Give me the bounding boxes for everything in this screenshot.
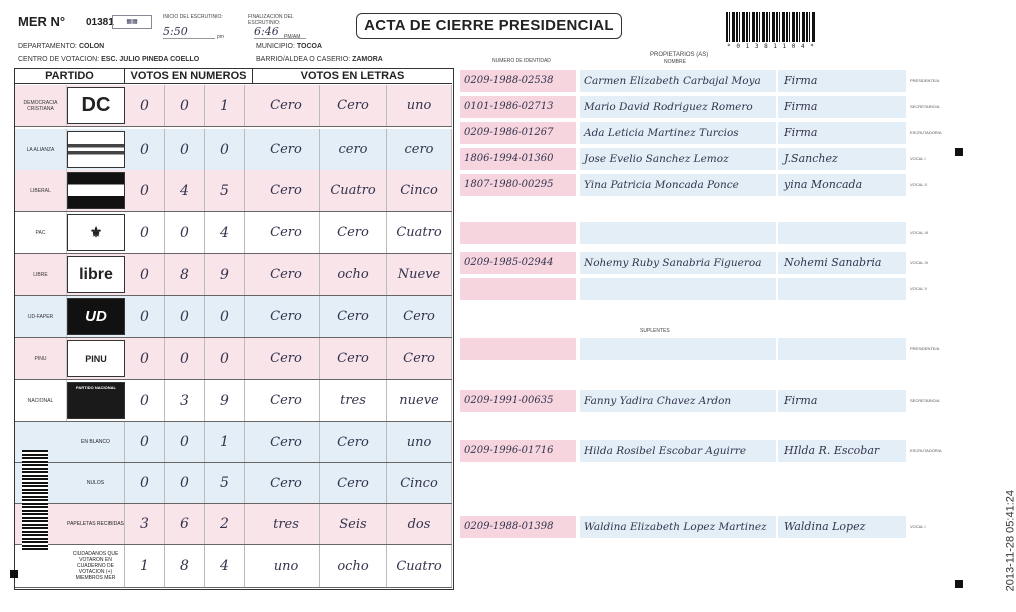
party-name: LIBERAL (15, 170, 67, 211)
vote-word-cell: tres (253, 504, 320, 544)
member-row (460, 440, 906, 462)
vote-word-cell: Cero (253, 170, 320, 211)
vote-number-cell: 0 (125, 463, 165, 503)
member-role: SECRETARIO/A (910, 398, 940, 403)
vote-word-cell: Seis (320, 504, 387, 544)
vote-word-cell: Cero (253, 463, 320, 503)
member-id (460, 338, 576, 360)
member-signature (778, 278, 906, 300)
party-logo (67, 172, 125, 209)
vote-number-cell: 0 (125, 338, 165, 379)
member-id: 0209-1996-01716 (460, 440, 576, 462)
member-name: Ada Leticia Martinez Turcios (580, 122, 776, 144)
party-name: UD-FAPER (15, 296, 67, 337)
party-logo (67, 298, 125, 335)
inicio-label: INICIO DEL ESCRUTINIO: (163, 14, 223, 20)
party-row (15, 380, 452, 422)
member-signature: J.Sanchez (778, 148, 906, 170)
member-row (460, 222, 906, 244)
centro-value: ESC. JULIO PINEDA COELLO (101, 56, 200, 63)
partido-header: PARTIDO (15, 69, 125, 84)
vote-number-cell: 4 (205, 545, 245, 587)
vote-word-cell: nueve (387, 380, 452, 421)
member-id (460, 278, 576, 300)
vote-word-cell: dos (387, 504, 452, 544)
vote-number-cell: 0 (165, 296, 205, 337)
departamento-label: DEPARTAMENTO: (18, 43, 77, 50)
centro-field (18, 56, 199, 63)
vote-number-cell: 0 (165, 422, 205, 462)
identidad-header: NUMERO DE IDENTIDAD (492, 58, 551, 64)
vote-number-cell: 0 (125, 380, 165, 421)
member-name: Carmen Elizabeth Carbajal Moya (580, 70, 776, 92)
member-row (460, 338, 906, 360)
member-name: Nohemy Ruby Sanabria Figueroa (580, 252, 776, 274)
votes-table (14, 68, 454, 590)
member-row (460, 174, 906, 196)
party-logo-text: PINU (85, 353, 107, 364)
municipio-value: TOCOA (296, 43, 322, 50)
member-name: Waldina Elizabeth Lopez Martinez (580, 516, 776, 538)
vote-word-cell: Cinco (387, 170, 452, 211)
member-id: 0101-1986-02713 (460, 96, 576, 118)
party-logo (67, 256, 125, 293)
member-row (460, 390, 906, 412)
vote-word-cell: uno (253, 545, 320, 587)
vote-number-cell: 0 (125, 254, 165, 295)
member-signature: HIlda R. Escobar (778, 440, 906, 462)
vote-number-cell: 2 (205, 504, 245, 544)
barcode-number: * 0 1 3 8 1 1 0 4 * (727, 43, 815, 50)
party-logo (67, 87, 125, 124)
vote-word-cell: ocho (320, 545, 387, 587)
party-logo-text: DC (81, 94, 111, 116)
member-role: VOCAL I (910, 524, 926, 529)
party-name: LIBRE (15, 254, 67, 295)
member-id: 0209-1988-02538 (460, 70, 576, 92)
vote-word-cell: tres (320, 380, 387, 421)
member-name: Hilda Rosibel Escobar Aguirre (580, 440, 776, 462)
member-role: VOCAL IV (910, 260, 929, 265)
member-row (460, 122, 906, 144)
member-role: PRESIDENTE/A (910, 346, 940, 351)
vote-number-cell: 0 (125, 85, 165, 126)
party-name: LA ALIANZA (15, 129, 67, 170)
vote-word-cell: cero (320, 129, 387, 170)
member-row (460, 252, 906, 274)
propietarios-header: PROPIETARIOS (AS) (650, 52, 709, 58)
party-row (15, 85, 452, 127)
vote-word-cell: Cuatro (387, 212, 452, 253)
barrio-value: ZAMORA (352, 56, 383, 63)
member-signature: Firma (778, 390, 906, 412)
member-row (460, 148, 906, 170)
total-row (15, 545, 452, 588)
vote-number-cell: 5 (205, 170, 245, 211)
member-id: 1807-1980-00295 (460, 174, 576, 196)
member-row (460, 278, 906, 300)
vote-number-cell: 0 (205, 296, 245, 337)
party-name: PINU (15, 338, 67, 379)
party-logo: ⚜ (67, 214, 125, 251)
party-logo (67, 382, 125, 419)
member-signature: Waldina Lopez (778, 516, 906, 538)
vote-word-cell: uno (387, 85, 452, 126)
vote-word-cell: cero (387, 129, 452, 170)
nombre-header: NOMBRE (664, 59, 686, 65)
party-row (15, 254, 452, 296)
member-signature: Nohemi Sanabria (778, 252, 906, 274)
party-logo (67, 340, 125, 377)
vote-number-cell: 4 (205, 212, 245, 253)
party-logo-text: PARTIDO NACIONAL (76, 385, 116, 390)
vote-number-cell: 8 (165, 254, 205, 295)
member-signature (778, 338, 906, 360)
vote-number-cell: 0 (165, 85, 205, 126)
vote-number-cell: 3 (165, 380, 205, 421)
vote-number-cell: 0 (205, 129, 245, 170)
vote-number-cell: 9 (205, 380, 245, 421)
registration-mark (955, 580, 963, 588)
party-name: PAC (15, 212, 67, 253)
vote-number-cell: 8 (165, 545, 205, 587)
barrio-field (256, 56, 383, 63)
member-signature: Firma (778, 70, 906, 92)
member-signature: yina Moncada (778, 174, 906, 196)
registration-mark (955, 148, 963, 156)
member-role: VOCAL III (910, 230, 928, 235)
vote-number-cell: 0 (165, 129, 205, 170)
member-name (580, 222, 776, 244)
suplentes-header: SUPLENTES (640, 328, 670, 334)
fin-time: 6:46 (254, 25, 306, 39)
member-signature (778, 222, 906, 244)
vote-word-cell: Cero (387, 338, 452, 379)
member-id: 0209-1988-01398 (460, 516, 576, 538)
member-name: Yina Patricia Moncada Ponce (580, 174, 776, 196)
member-name: Mario David Rodriguez Romero (580, 96, 776, 118)
total-label: NULOS (67, 463, 125, 503)
vote-word-cell: Cero (253, 129, 320, 170)
vote-number-cell: 1 (205, 422, 245, 462)
member-role: VOCAL II (910, 182, 927, 187)
total-label: EN BLANCO (67, 422, 125, 462)
barcode (726, 12, 816, 42)
vote-number-cell: 3 (125, 504, 165, 544)
fin-label: FINALIZACION DEL ESCRUTINIO: (248, 14, 294, 26)
vote-word-cell: Cero (320, 212, 387, 253)
vote-number-cell: 0 (165, 212, 205, 253)
centro-label: CENTRO DE VOTACION: (18, 56, 100, 63)
vote-number-cell: 0 (165, 338, 205, 379)
party-logo (67, 131, 125, 168)
vote-word-cell: Cero (320, 463, 387, 503)
total-row (15, 422, 452, 463)
vote-number-cell: 0 (125, 129, 165, 170)
party-row (15, 129, 452, 171)
member-role: ESCRUTADOR/A (910, 448, 942, 453)
vote-word-cell: Cero (253, 338, 320, 379)
vote-word-cell: Cero (320, 422, 387, 462)
member-signature: Firma (778, 96, 906, 118)
total-label: CIUDADANOS QUE VOTARON EN CUADERNO DE VOTACION (+) MIEMBROS MER (67, 545, 125, 587)
vote-word-cell: Nueve (387, 254, 452, 295)
fin-ampm: PM/AM (284, 34, 301, 40)
vote-number-cell: 0 (125, 212, 165, 253)
member-row (460, 96, 906, 118)
member-id: 0209-1991-00635 (460, 390, 576, 412)
vote-word-cell: ocho (320, 254, 387, 295)
member-role: SECRETARIO/A (910, 104, 940, 109)
member-role: VOCAL I (910, 156, 926, 161)
departamento-field (18, 43, 104, 50)
member-id: 0209-1986-01267 (460, 122, 576, 144)
vote-word-cell: Cero (320, 338, 387, 379)
letras-header: VOTOS EN LETRAS (253, 69, 452, 84)
vote-word-cell: Cero (253, 380, 320, 421)
vote-number-cell: 1 (205, 85, 245, 126)
vote-number-cell: 5 (205, 463, 245, 503)
vote-word-cell: Cero (387, 296, 452, 337)
departamento-value: COLON (78, 43, 105, 50)
vote-word-cell: Cero (253, 85, 320, 126)
scan-timestamp: 2013-11-28 05:41:24 (1004, 490, 1016, 592)
municipio-label: MUNICIPIO: (256, 43, 295, 50)
member-id: 0209-1985-02944 (460, 252, 576, 274)
party-name: DEMOCRACIA CRISTIANA (15, 85, 67, 126)
member-id: 1806-1994-01360 (460, 148, 576, 170)
total-row (15, 463, 452, 504)
party-name: NACIONAL (15, 380, 67, 421)
member-role: VOCAL V (910, 286, 928, 291)
vote-word-cell: Cero (253, 296, 320, 337)
member-signature: Firma (778, 122, 906, 144)
vote-number-cell: 9 (205, 254, 245, 295)
inicio-time: 5:50 (163, 25, 215, 39)
document-title: ACTA DE CIERRE PRESIDENCIAL (356, 13, 622, 39)
vote-word-cell: Cinco (387, 463, 452, 503)
vote-number-cell: 0 (205, 338, 245, 379)
vote-word-cell: Cero (320, 85, 387, 126)
member-role: PRESIDENTE/A (910, 78, 940, 83)
mer-number: 01381 (86, 17, 114, 28)
side-barcode (22, 450, 48, 550)
member-row (460, 516, 906, 538)
member-name: Fanny Yadira Chavez Ardon (580, 390, 776, 412)
member-id (460, 222, 576, 244)
tse-logo: ▦▦ (112, 15, 152, 29)
mer-label: MER N° (18, 14, 66, 29)
vote-word-cell: Cero (253, 422, 320, 462)
vote-word-cell: Cero (320, 296, 387, 337)
party-row (15, 212, 452, 254)
vote-number-cell: 0 (125, 422, 165, 462)
vote-number-cell: 0 (165, 463, 205, 503)
vote-number-cell: 6 (165, 504, 205, 544)
registration-mark (10, 570, 18, 578)
vote-word-cell: Cero (253, 254, 320, 295)
party-row (15, 296, 452, 338)
barrio-label: BARRIO/ALDEA O CASERIO: (256, 56, 351, 63)
total-label: PAPELETAS RECIBIDAS (67, 504, 125, 544)
vote-word-cell: Cuatro (387, 545, 452, 587)
vote-number-cell: 1 (125, 545, 165, 587)
vote-word-cell: uno (387, 422, 452, 462)
member-name: Jose Evelio Sanchez Lemoz (580, 148, 776, 170)
member-name (580, 338, 776, 360)
party-logo-text: UD (85, 308, 107, 325)
vote-number-cell: 4 (165, 170, 205, 211)
member-row (460, 70, 906, 92)
vote-word-cell: Cuatro (320, 170, 387, 211)
member-role: ESCRUTADOR/A (910, 130, 942, 135)
party-logo-text: libre (79, 265, 113, 283)
inicio-ampm: pm (217, 34, 224, 40)
vote-word-cell: Cero (253, 212, 320, 253)
municipio-field (256, 43, 322, 50)
vote-number-cell: 0 (125, 296, 165, 337)
vote-number-cell: 0 (125, 170, 165, 211)
total-row (15, 504, 452, 545)
party-row (15, 170, 452, 212)
member-name (580, 278, 776, 300)
numeros-header: VOTOS EN NUMEROS (125, 69, 253, 84)
party-row (15, 338, 452, 380)
